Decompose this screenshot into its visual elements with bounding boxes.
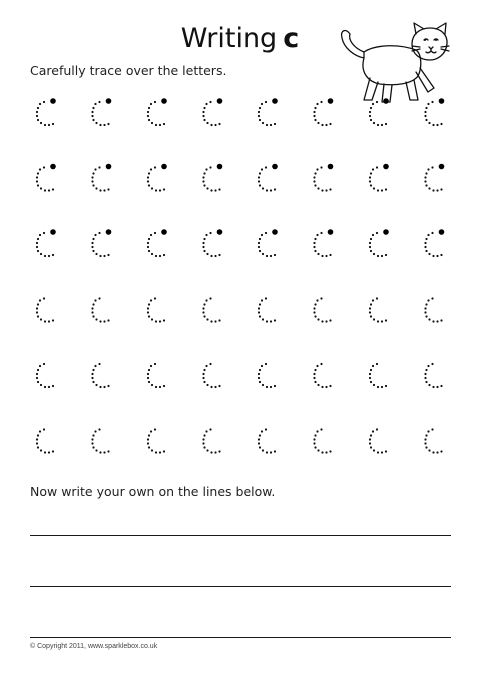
tracing-letter-c[interactable]: [147, 98, 167, 126]
tracing-letter-c[interactable]: [424, 363, 442, 388]
tracing-letter-c[interactable]: [313, 164, 333, 192]
tracing-letter-c[interactable]: [147, 164, 167, 192]
write-instruction: Now write your own on the lines below.: [30, 484, 276, 499]
trace-instruction: Carefully trace over the letters.: [30, 63, 227, 78]
tracing-letter-c[interactable]: [202, 363, 220, 388]
start-dot: [383, 98, 389, 104]
writing-line[interactable]: [30, 535, 451, 536]
tracing-letter-c[interactable]: [36, 297, 54, 322]
tracing-letter-c[interactable]: [36, 428, 54, 453]
tracing-letter-c[interactable]: [91, 363, 109, 388]
start-dot: [383, 229, 389, 235]
tracing-letter-c[interactable]: [424, 297, 442, 322]
tracing-letter-c[interactable]: [202, 297, 220, 322]
tracing-letter-c[interactable]: [91, 428, 109, 453]
start-dot: [272, 98, 278, 104]
start-dot: [439, 98, 445, 104]
start-dot: [217, 229, 223, 235]
tracing-letter-c[interactable]: [202, 164, 222, 192]
tracing-letter-c[interactable]: [369, 98, 389, 126]
tracing-letter-c[interactable]: [202, 98, 222, 126]
tracing-letter-c[interactable]: [91, 297, 109, 322]
start-dot: [161, 164, 167, 170]
tracing-letter-c[interactable]: [147, 363, 165, 388]
tracing-letter-c[interactable]: [313, 428, 331, 453]
start-dot: [217, 164, 223, 170]
tracing-letter-c[interactable]: [369, 164, 389, 192]
start-dot: [217, 98, 223, 104]
tracing-letter-c[interactable]: [258, 98, 278, 126]
tracing-letter-c[interactable]: [36, 164, 56, 192]
start-dot: [161, 98, 167, 104]
tracing-letter-c[interactable]: [147, 428, 165, 453]
start-dot: [106, 229, 112, 235]
start-dot: [50, 98, 56, 104]
tracing-letter-c[interactable]: [258, 428, 276, 453]
writing-line[interactable]: [30, 586, 451, 587]
writing-line[interactable]: [30, 637, 451, 638]
tracing-letter-c[interactable]: [147, 229, 167, 257]
copyright-notice: © Copyright 2011, www.sparklebox.co.uk: [30, 643, 158, 650]
start-dot: [439, 229, 445, 235]
tracing-letter-c[interactable]: [313, 229, 333, 257]
start-dot: [272, 164, 278, 170]
start-dot: [328, 229, 334, 235]
tracing-letter-c[interactable]: [369, 229, 389, 257]
title-letter: c: [283, 23, 300, 54]
tracing-letter-c[interactable]: [258, 229, 278, 257]
tracing-letter-c[interactable]: [313, 98, 333, 126]
tracing-letter-c[interactable]: [424, 98, 444, 126]
tracing-letter-c[interactable]: [202, 428, 220, 453]
start-dot: [272, 229, 278, 235]
tracing-letter-c[interactable]: [424, 229, 444, 257]
tracing-letter-c[interactable]: [313, 297, 331, 322]
tracing-letter-c[interactable]: [36, 98, 56, 126]
tracing-letter-c[interactable]: [36, 363, 54, 388]
title-word: Writing: [180, 23, 278, 54]
tracing-letter-c[interactable]: [369, 428, 387, 453]
start-dot: [106, 164, 112, 170]
tracing-letter-c[interactable]: [147, 297, 165, 322]
tracing-letter-c[interactable]: [313, 363, 331, 388]
tracing-letter-c[interactable]: [424, 164, 444, 192]
tracing-letter-c[interactable]: [258, 297, 276, 322]
start-dot: [383, 164, 389, 170]
tracing-letter-c[interactable]: [369, 297, 387, 322]
start-dot: [328, 98, 334, 104]
tracing-letter-c[interactable]: [91, 164, 111, 192]
start-dot: [161, 229, 167, 235]
start-dot: [106, 98, 112, 104]
start-dot: [328, 164, 334, 170]
tracing-letter-c[interactable]: [91, 229, 111, 257]
tracing-letter-c[interactable]: [258, 363, 276, 388]
tracing-letter-c[interactable]: [258, 164, 278, 192]
start-dot: [50, 164, 56, 170]
tracing-letter-c[interactable]: [36, 229, 56, 257]
tracing-letter-c[interactable]: [202, 229, 222, 257]
tracing-letter-c[interactable]: [424, 428, 442, 453]
tracing-letter-c[interactable]: [369, 363, 387, 388]
tracing-letter-c[interactable]: [91, 98, 111, 126]
start-dot: [439, 164, 445, 170]
start-dot: [50, 229, 56, 235]
